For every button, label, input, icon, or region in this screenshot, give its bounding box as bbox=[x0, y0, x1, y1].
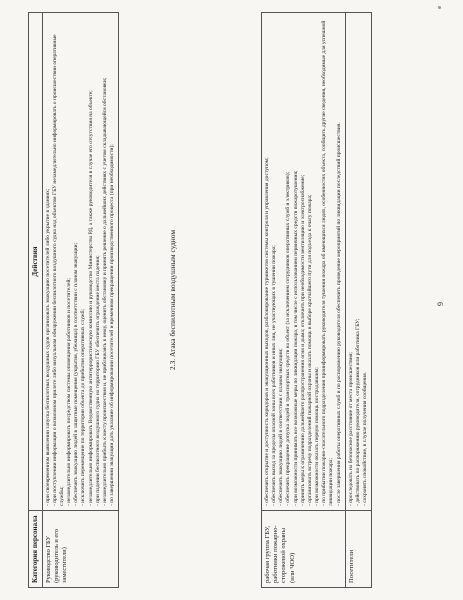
actions-cell bbox=[345, 13, 371, 511]
section-title: 2.3. Атака беспилотным воздушным судном bbox=[168, 229, 177, 371]
table-row bbox=[345, 13, 371, 588]
scan-speck bbox=[438, 6, 441, 9]
action-line: - после завершения работы оперативных служб и по распоряжению руководителя обеспечить проведение мероприятий по ликвидации последствий происшествия. bbox=[335, 122, 342, 506]
table-row bbox=[43, 13, 119, 588]
action-line: - организовать встречу подразделений пожарной охраны и оказать помощь в выборе кратчайшего пути для подъезда к очагу пожара; bbox=[306, 194, 313, 506]
page-number: 9 bbox=[436, 302, 445, 306]
table-header-row bbox=[29, 13, 43, 588]
action-line: - обеспечить эвакуацию людей в защитные помещения (укрытия, убежища) в соответствии с планом эвакуации; bbox=[73, 242, 80, 506]
action-line: - проследовать на безопасное расстояние от места происшествия; bbox=[347, 352, 354, 506]
action-line: - при поступлении информации о возможном прилете либо визуальном обнаружении беспилотного воздушного судна над объектом ГБУ незамедлительно информировать о происшествии оперативные службы; bbox=[52, 34, 66, 506]
action-line: - обеспечить эвакуацию людей в соответствии с планом эвакуации; bbox=[278, 348, 285, 506]
actions-cell bbox=[43, 13, 119, 511]
action-line: - обеспечить прекращение допуска людей и транспортных средств на объект (за исключением сотрудников оперативных служб и электриков); bbox=[285, 171, 292, 506]
action-line: - обеспечить выход за пределы опасной зоны всех работников и иных лиц, не участвующих в тушении пожара; bbox=[271, 245, 278, 506]
action-line: - при падении беспилотного воздушного судна на территорию ГБУ обеспечить ограждение места падения; bbox=[94, 255, 101, 506]
action-line: - при возможности оказать первую помощь пострадавшим; bbox=[314, 367, 321, 506]
action-line: - по завершении эвакуации дать указание об информировании посетителей и временном прекращении производственного процесса (при необходимости); bbox=[108, 144, 115, 506]
response-table-fire bbox=[261, 12, 372, 588]
action-line: - по прибытии пожарно-спасательного подразделения проинформировать руководителя тушения пожара об имеющихся людях, особенностях объекта, сообщить другие сведения, необходимые для успешной ликвидации пожара; bbox=[321, 20, 335, 506]
action-line: - действовать по распоряжению руководителя, сотрудников или работника ГБУ; bbox=[354, 318, 361, 506]
action-line: - обеспечить открытие и доступность коридоров и эвакуационных выходов, разблокирование турникетов системы контроля и управления доступом; bbox=[264, 157, 270, 506]
role-cell: Руководство ГБУ (руководитель и его заместители) bbox=[43, 511, 119, 588]
action-line: - сохранять спокойствие, в случае получения сообщения. bbox=[362, 371, 369, 506]
role-cell: Посетители bbox=[345, 511, 371, 588]
action-line: - незамедлительно информировать Ведомственную антитеррористическую комиссию и руководство Министерства РД, а также руководителя в случае его отсутствия на объекте; bbox=[87, 90, 94, 506]
response-table-drone bbox=[28, 12, 119, 588]
header-role: Категория персонала bbox=[29, 511, 43, 588]
action-line: - незамедлительно информировать посредством системы оповещения работников и посетителей; bbox=[66, 278, 73, 506]
rotated-content bbox=[12, 12, 454, 588]
action-line: - исключить перемещение по территории объекта до прибытия оперативных служб; bbox=[80, 309, 87, 506]
table-row bbox=[262, 13, 346, 588]
header-actions: Действия bbox=[29, 13, 43, 511]
action-line: - незамедлительно прибыть к месту происшествия и, не приближаясь к нему, оценить обстановку и принять решение о дальнейших действиях с учетом складывающейся обстановки; bbox=[101, 77, 108, 506]
action-line: - при возможности принимать все возможные меры по ликвидации пожара, в том числе с использованием первичных средств пожаротушения; bbox=[292, 170, 299, 506]
action-line: - при своевременном выявлении запуска беспилотных воздушных судов организовать эвакуацию посетителей либо укрытие в зданиях; bbox=[45, 188, 51, 506]
role-cell: рабочая группа ГБУ, работники пожарно-сторожевой охраны (или ЧОО) bbox=[262, 511, 346, 588]
action-line: - принять меры к ограничению дальнейшего распространения огня и дыма; отключить при необходимости вентиляцию и электроснабжение; bbox=[299, 174, 306, 506]
actions-cell bbox=[262, 13, 346, 511]
